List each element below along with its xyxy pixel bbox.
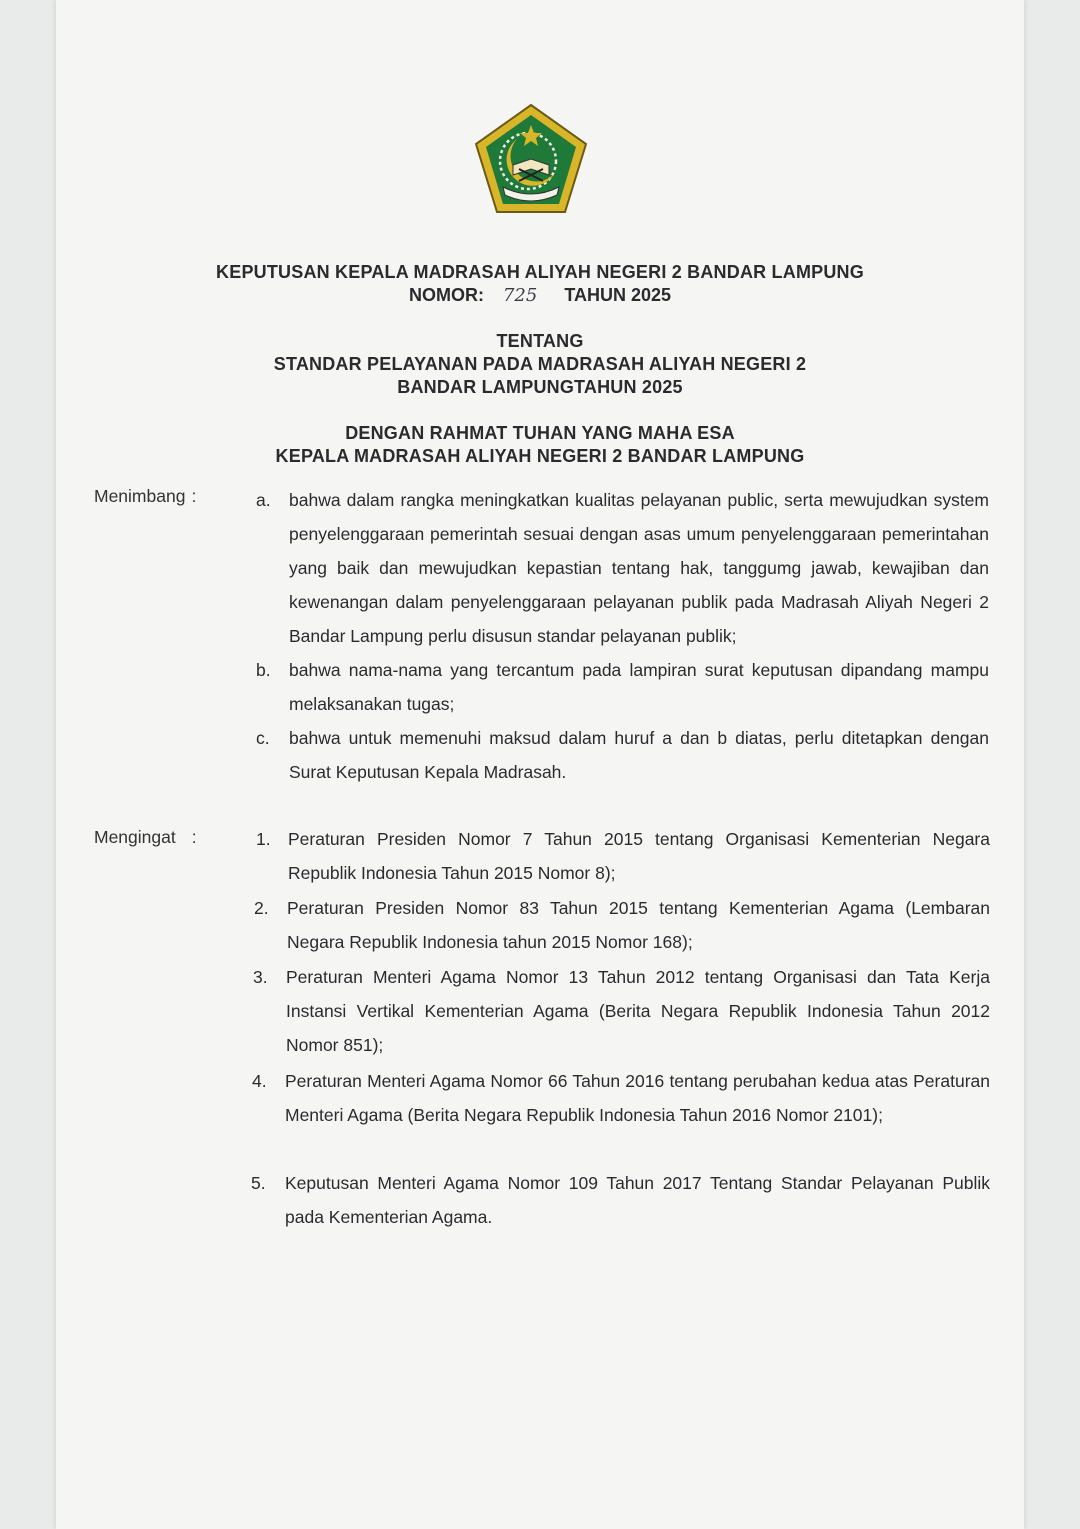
kementerian-agama-logo-icon [473, 103, 589, 215]
nomor-value: 725 [502, 285, 538, 306]
menimbang-label: Menimbang : [94, 486, 197, 506]
decree-title: KEPUTUSAN KEPALA MADRASAH ALIYAH NEGERI 2 BANDAR LAMPUNG [216, 262, 864, 282]
subject-title-line1: STANDAR PELAYANAN PADA MADRASAH ALIYAH NEGERI 2 [273, 354, 807, 374]
rahmat-line1: DENGAN RAHMAT TUHAN YANG MAHA ESA [345, 423, 735, 443]
mengingat-label: Mengingat : [94, 827, 197, 847]
subject-title-line2: BANDAR LAMPUNGTAHUN 2025 [397, 377, 683, 397]
decree-number-line [0, 285, 1080, 306]
nomor-label: NOMOR: [408, 285, 484, 305]
tahun-label: TAHUN 2025 [564, 285, 672, 305]
tentang-label: TENTANG [496, 331, 584, 351]
rahmat-line2: KEPALA MADRASAH ALIYAH NEGERI 2 BANDAR LAMPUNG [275, 446, 805, 466]
